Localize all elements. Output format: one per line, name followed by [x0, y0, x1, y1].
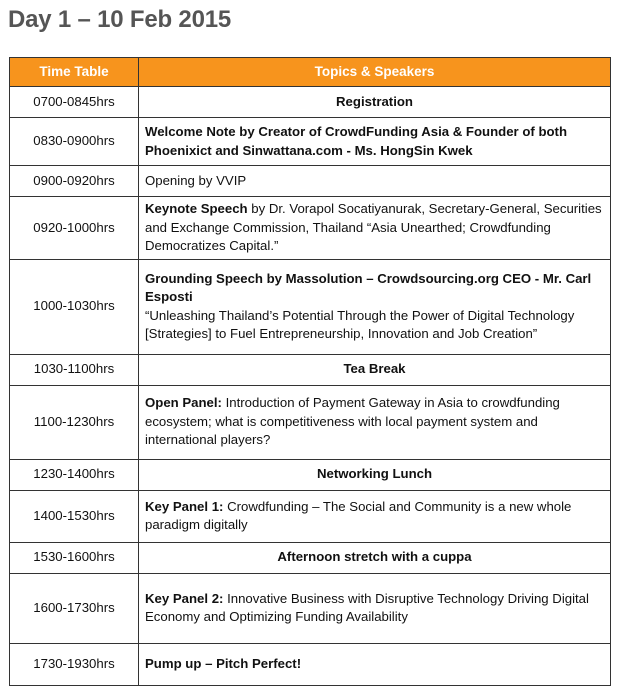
topic-cell: Welcome Note by Creator of CrowdFunding Asia & Founder of both Phoenixict and Sinwattana.com - Ms. HongSin Kwek [139, 118, 611, 166]
topic-cell: Pump up – Pitch Perfect! [139, 643, 611, 685]
column-header-topics: Topics & Speakers [139, 58, 611, 87]
page-title: Day 1 – 10 Feb 2015 [8, 6, 232, 33]
topic-cell [139, 385, 611, 459]
table-row [10, 542, 611, 573]
table-row [10, 490, 611, 542]
time-cell: 1230-1400hrs [10, 459, 139, 490]
table-row [10, 166, 611, 197]
table-row [10, 459, 611, 490]
table-row [10, 354, 611, 385]
time-cell: 1030-1100hrs [10, 354, 139, 385]
table-row [10, 259, 611, 354]
topic-bold-label: Key Panel 2: [145, 590, 224, 606]
topic-cell [139, 573, 611, 643]
table-row [10, 87, 611, 118]
time-cell: 1600-1730hrs [10, 573, 139, 643]
topic-bold-label: Keynote Speech [145, 201, 248, 216]
topic-description: Crowdfunding – The Social and Community is a new whole paradigm digitally [145, 498, 572, 532]
topic-description: by Dr. Vorapol Socatiyanurak, Secretary-General, Securities and Exchange Commission, Thailand “Asia Unearthed; Crowdfunding Democratizes Capital.” [145, 201, 602, 253]
table-row [10, 385, 611, 459]
time-cell: 1100-1230hrs [10, 385, 139, 459]
time-cell: 1530-1600hrs [10, 542, 139, 573]
topic-cell: Networking Lunch [139, 459, 611, 490]
topic-cell: Opening by VVIP [139, 166, 611, 197]
time-cell: 0920-1000hrs [10, 197, 139, 260]
topic-cell [139, 490, 611, 542]
schedule-table [9, 57, 611, 686]
time-cell: 0700-0845hrs [10, 87, 139, 118]
topic-bold-label: Grounding Speech by Massolution – Crowdsourcing.org CEO - Mr. Carl Esposti [145, 270, 592, 304]
table-row [10, 643, 611, 685]
table-row [10, 197, 611, 260]
topic-description: Introduction of Payment Gateway in Asia to crowdfunding ecosystem; what is competitiveness with local payment system and international players? [145, 395, 560, 448]
topic-bold-label: Open Panel: [145, 395, 222, 411]
topic-cell: Tea Break [139, 354, 611, 385]
topic-cell: Afternoon stretch with a cuppa [139, 542, 611, 573]
time-cell: 1730-1930hrs [10, 643, 139, 685]
table-row [10, 118, 611, 166]
column-header-time: Time Table [10, 58, 139, 87]
topic-description: Innovative Business with Disruptive Technology Driving Digital Economy and Optimizing Funding Availability [145, 590, 589, 624]
topic-cell [139, 259, 611, 354]
topic-cell: Registration [139, 87, 611, 118]
time-cell: 0900-0920hrs [10, 166, 139, 197]
time-cell: 0830-0900hrs [10, 118, 139, 166]
table-row [10, 573, 611, 643]
topic-bold-label: Key Panel 1: [145, 498, 224, 514]
table-header-row [10, 58, 611, 87]
time-cell: 1400-1530hrs [10, 490, 139, 542]
topic-description: “Unleashing Thailand’s Potential Through the Power of Digital Technology [Strategies] to Fuel Entrepreneurship, Innovation and Job Creation” [145, 307, 575, 341]
topic-cell [139, 197, 611, 260]
time-cell: 1000-1030hrs [10, 259, 139, 354]
